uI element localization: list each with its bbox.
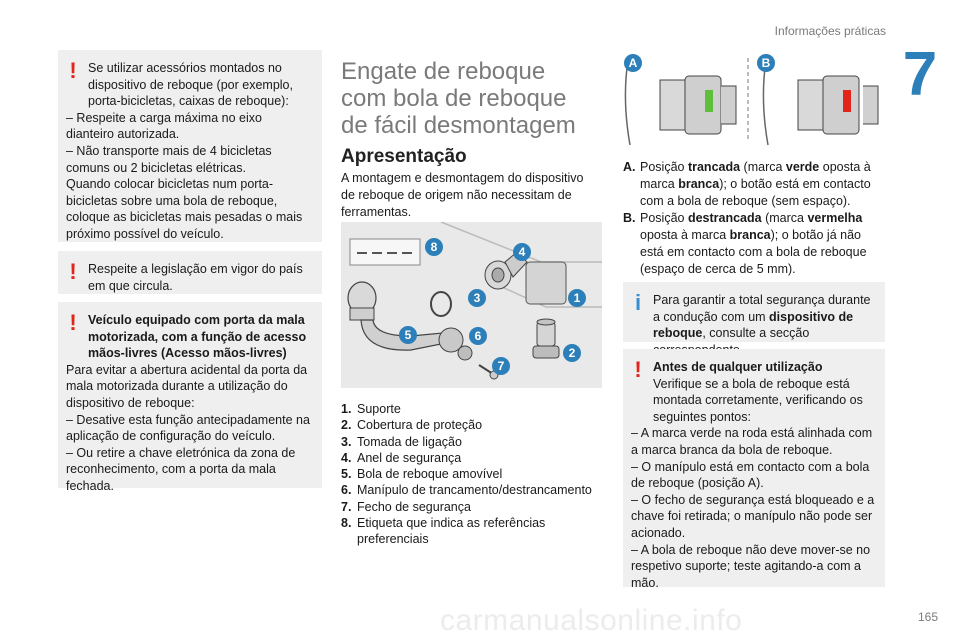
towbar-illustration — [341, 222, 602, 388]
callout-badge-b — [757, 54, 775, 72]
svg-text:5: 5 — [404, 328, 412, 342]
callout-badge-5 — [399, 326, 417, 344]
list-item: 1. Suporte — [341, 402, 401, 416]
svg-text:8: 8 — [430, 240, 438, 254]
warning-icon: ! — [634, 357, 642, 382]
warning-text: – Não transporte mais de 4 bicicletas comuns ou 2 bicicletas elétricas. — [66, 143, 272, 175]
svg-text:4: 4 — [518, 245, 526, 259]
callout-badge-1 — [568, 289, 586, 307]
warning-text: Quando colocar bicicletas num porta-bicicletas sobre uma bola de reboque, coloque as bicicletas mais pesadas o mais próximo possível do veículo. — [66, 177, 303, 241]
list-item: 3. Tomada de ligação — [341, 434, 462, 449]
lock-position-illustration — [620, 50, 888, 150]
watermark: carmanualsonline.info — [440, 604, 743, 637]
list-item: 8. Etiqueta que indica as referências preferenciais — [341, 516, 546, 547]
warning-icon: ! — [69, 58, 77, 83]
warning-box-accessories — [58, 50, 322, 242]
warning-text: – Respeite a carga máxima no eixo dianteiro autorizada. — [66, 110, 262, 142]
page-title: Engate de reboque com bola de reboque de fácil desmontagem — [341, 58, 576, 139]
callout-badge-3 — [468, 289, 486, 307]
chapter-number: 7 — [902, 40, 938, 109]
callout-badge-6 — [469, 327, 487, 345]
warning-text: – O fecho de segurança está bloqueado e a chave foi retirada; o manípulo não pode ser acionado. — [631, 492, 875, 540]
warning-icon: ! — [69, 310, 77, 335]
list-item: 7. Fecho de segurança — [341, 499, 471, 514]
position-a: A. Posição trancada (marca verde oposta à marca branca); o botão está em contacto com a bola de reboque (sem espaço). — [623, 160, 871, 208]
position-b: B. Posição destrancada (marca vermelha oposta à marca branca); o botão já não está em contacto com a bola de reboque (espaço de cerca de 5 mm). — [623, 211, 867, 276]
list-item: 6. Manípulo de trancamento/destrancamento — [341, 483, 592, 498]
list-item: 5. Bola de reboque amovível — [341, 467, 503, 482]
svg-text:1: 1 — [573, 291, 581, 305]
info-text: Para garantir a total segurança durante a condução com um dispositivo de reboque, consulte a secção — [653, 293, 871, 341]
callout-badge-8 — [425, 238, 443, 256]
svg-text:B: B — [761, 56, 771, 70]
position-descriptions — [623, 159, 885, 278]
list-item: 4. Anel de segurança — [341, 450, 462, 465]
warning-text: – A marca verde na roda está alinhada com a marca branca da bola de reboque. — [631, 426, 873, 457]
parts-list — [341, 401, 601, 548]
warning-text: Respeite a legislação em vigor do país em que circula. — [88, 262, 303, 293]
svg-text:A: A — [628, 56, 638, 70]
intro-paragraph: A montagem e desmontagem do dispositivo de reboque de origem não necessitam de ferramentas. — [341, 171, 584, 219]
warning-box-before-use — [623, 349, 885, 590]
lock-position-drawing — [620, 50, 888, 150]
warning-text: – Ou retire a chave eletrónica da zona de reconhecimento, com a porta da mala fechada. — [66, 445, 296, 493]
svg-text:6: 6 — [474, 329, 482, 343]
warning-text: Verifique se a bola de reboque está montada corretamente, verificando os seguintes pontos: — [653, 376, 863, 424]
info-box-safety — [623, 282, 885, 342]
warning-text: Se utilizar acessórios montados no dispositivo de reboque (por exemplo, porta-bicicletas, caixas de reboque): — [88, 61, 293, 109]
towbar-drawing — [341, 222, 602, 388]
warning-text: – A bola de reboque não deve mover-se no respetivo suporte; teste agitando-a com a mão. — [631, 542, 871, 590]
warning-text: – Desative esta função antecipadamente na aplicação de configuração do veículo. — [66, 412, 310, 444]
section-title: Informações práticas — [774, 24, 886, 38]
svg-text:2: 2 — [568, 346, 576, 360]
warning-icon: ! — [69, 259, 77, 284]
warning-box-hands-free — [58, 302, 322, 493]
warning-text: Para evitar a abertura acidental da porta da mala motorizada durante a utilização do dispositivo de reboque: — [66, 362, 308, 410]
warning-text: – O manípulo está em contacto com a bola de reboque (posição A). — [631, 459, 870, 491]
warning-box-legislation — [58, 251, 322, 294]
page-number: 165 — [917, 610, 938, 624]
warning-title: Antes de qualquer utilização — [653, 360, 823, 374]
section-heading: Apresentação — [341, 146, 467, 167]
info-icon: i — [634, 290, 642, 315]
svg-text:7: 7 — [497, 359, 505, 373]
callout-badge-4 — [513, 243, 531, 261]
callout-badge-2 — [563, 344, 581, 362]
callout-badge-7 — [492, 357, 510, 375]
warning-title: Veículo equipado com porta da mala motorizada, com a função de acesso mãos-livres (Acesso mãos-livres) — [88, 313, 307, 361]
callout-badge-a — [624, 54, 642, 72]
svg-text:3: 3 — [473, 291, 481, 305]
list-item: 2. Cobertura de proteção — [341, 418, 483, 433]
